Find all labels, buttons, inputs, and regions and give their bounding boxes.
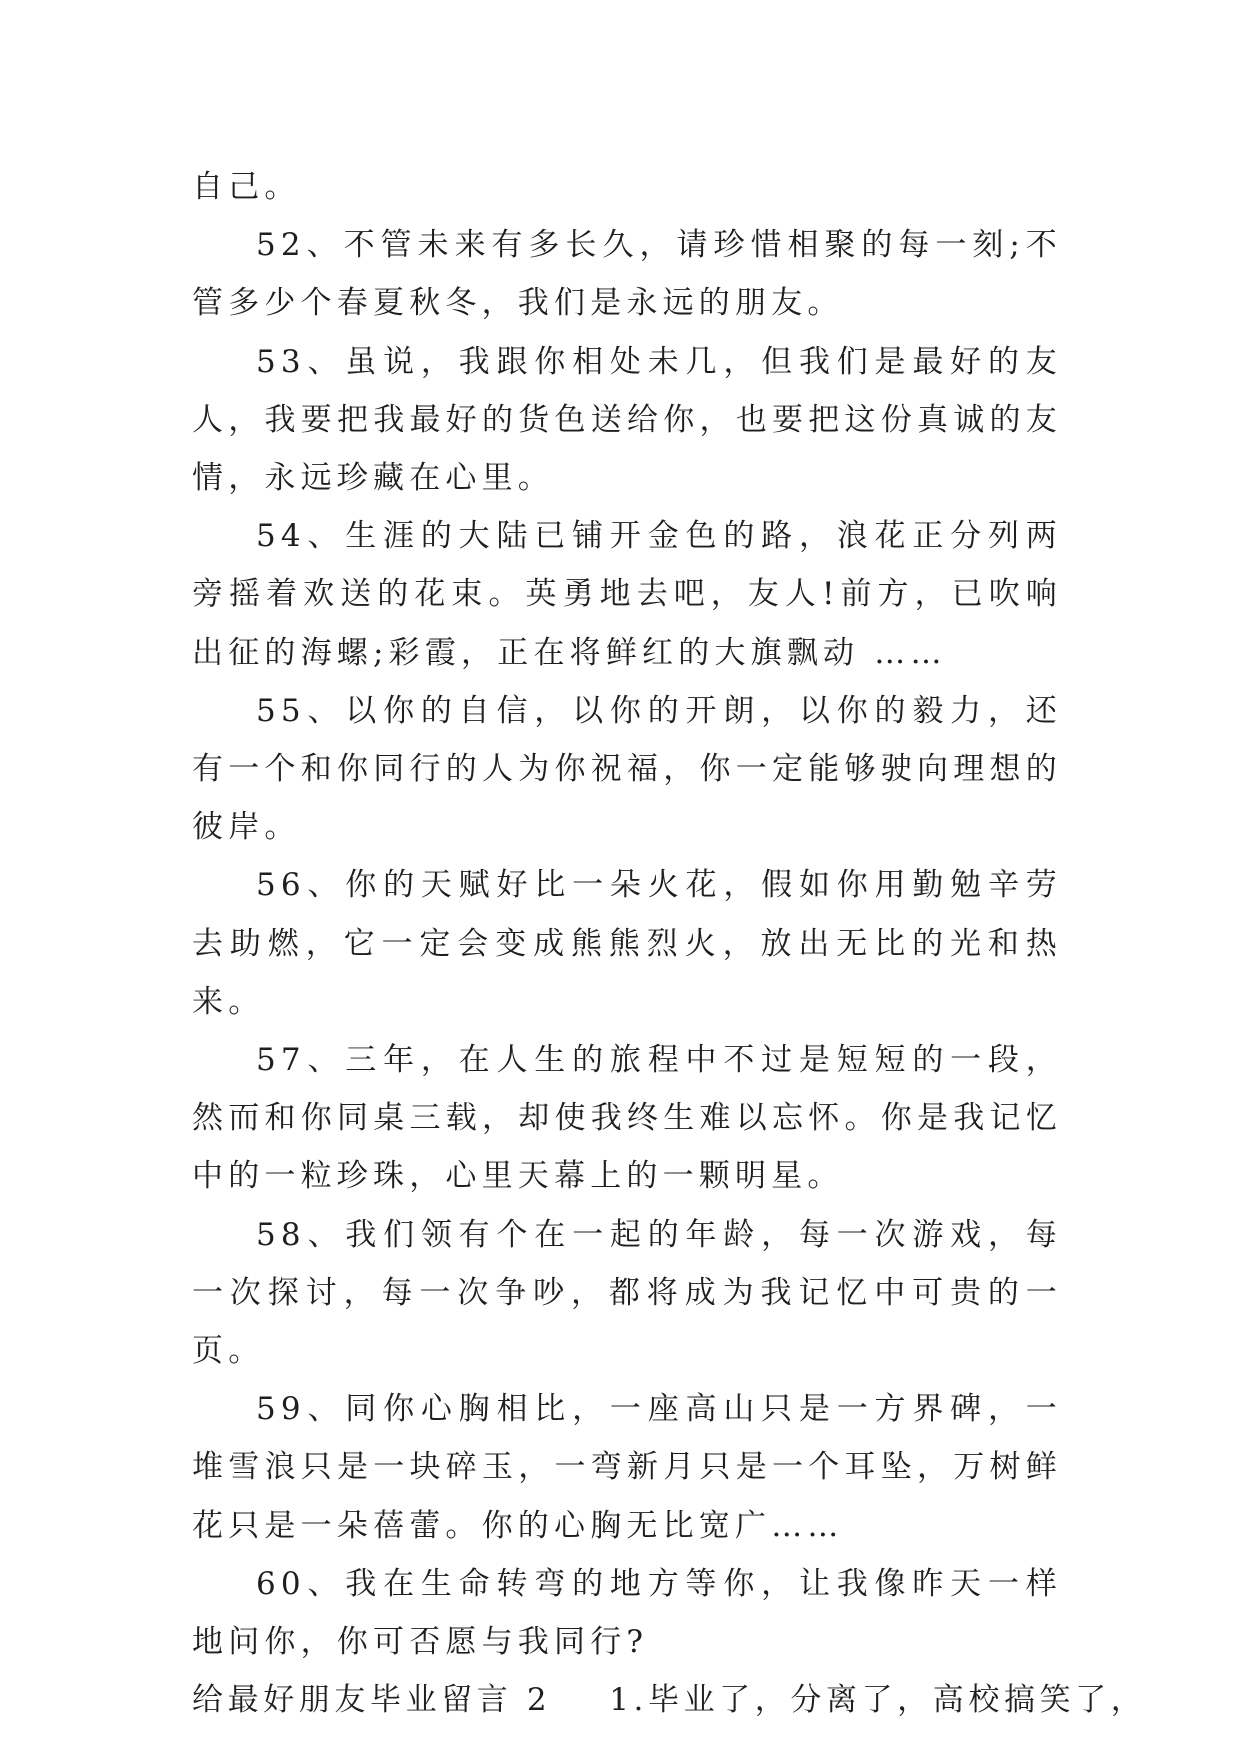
paragraph-59: 59、同你心胸相比，一座高山只是一方界碑，一堆雪浪只是一块碎玉，一弯新月只是一个耳坠，万树鲜花只是一朵蓓蕾。你的心胸无比宽广…… <box>192 1391 1062 1544</box>
paragraph-57: 57、三年，在人生的旅程中不过是短短的一段，然而和你同桌三载，却使我终生难以忘怀。你是我记忆中的一粒珍珠，心里天幕上的一颗明星。 <box>192 1042 1062 1195</box>
paragraph-60: 60、我在生命转弯的地方等你，让我像昨天一样地问你，你可否愿与我同行? <box>192 1565 1062 1661</box>
paragraph-55: 55、以你的自信，以你的开朗，以你的毅力，还有一个和你同行的人为你祝福，你一定能够驶向理想的彼岸。 <box>192 692 1062 846</box>
paragraph-58: 58、我们领有个在一起的年龄，每一次游戏，每一次探讨，每一次争吵，都将成为我记忆中可贵的一页。 <box>192 1216 1062 1370</box>
document-page <box>192 158 1147 1729</box>
paragraph-51-tail: 自己。 <box>192 169 301 205</box>
section-title: 给最好朋友毕业留言 2 <box>192 1682 552 1719</box>
paragraph-52: 52、不管未来有多长久，请珍惜相聚的每一刻;不管多少个春夏秋冬，我们是永远的朋友。 <box>192 227 1062 322</box>
paragraph-53: 53、虽说，我跟你相处未几，但我们是最好的友人，我要把我最好的货色送给你，也要把这份真诚的友情，永远珍藏在心里。 <box>192 343 1062 497</box>
paragraph-56: 56、你的天赋好比一朵火花，假如你用勤勉辛劳去助燃，它一定会变成熊熊烈火，放出无比的光和热来。 <box>192 867 1062 1020</box>
section-first-item: 1.毕业了，分离了，高校搞笑了， <box>609 1682 1147 1719</box>
section-heading-line <box>192 1671 1147 1729</box>
paragraph-54: 54、生涯的大陆已铺开金色的路，浪花正分列两旁摇着欢送的花束。英勇地去吧，友人!前方，已吹响出征的海螺;彩霞，正在将鲜红的大旗飘动 …… <box>192 518 1062 671</box>
